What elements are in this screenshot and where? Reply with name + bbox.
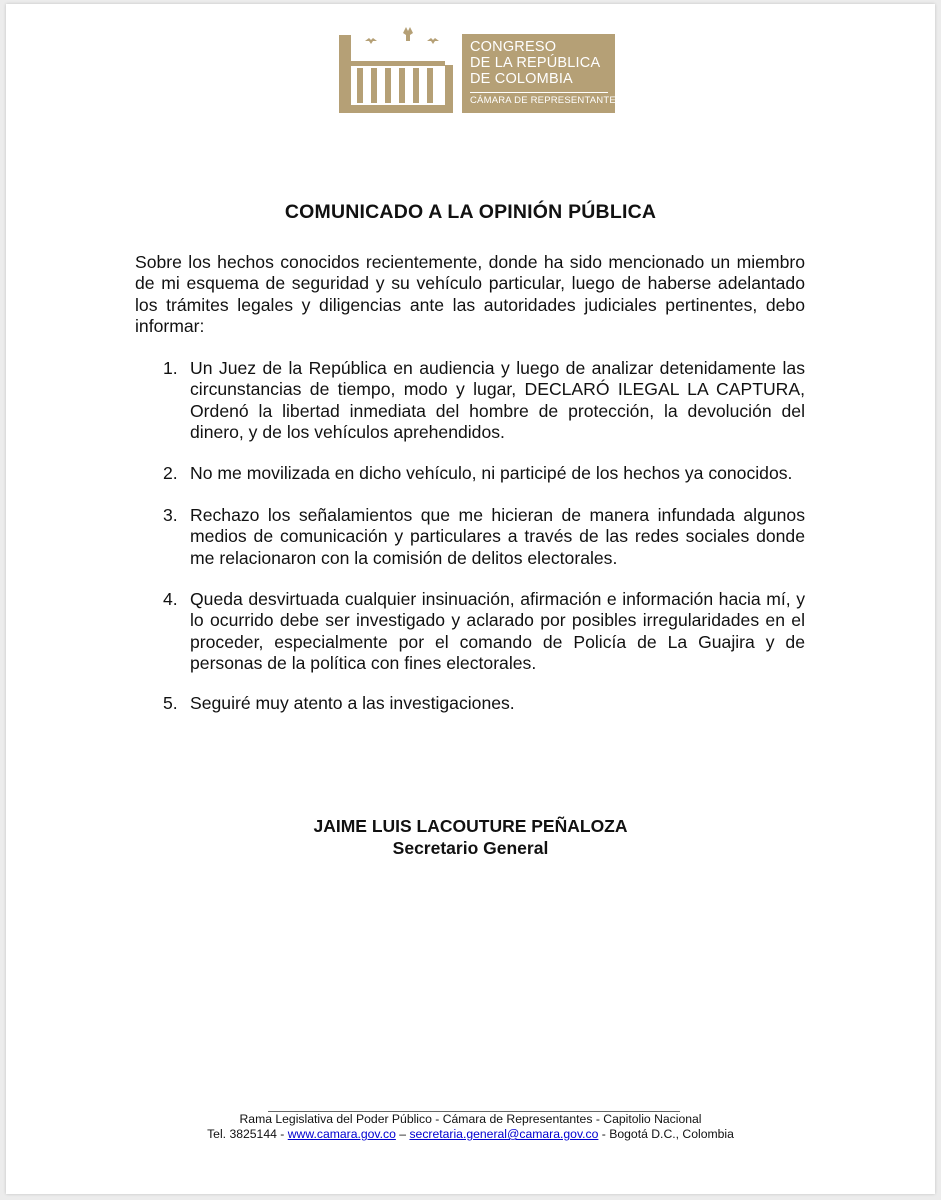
logo-line-colombia: DE COLOMBIA <box>470 71 573 87</box>
footer-city: - Bogotá D.C., Colombia <box>601 1127 734 1141</box>
list-item: No me movilizada en dicho vehículo, ni participé de los hechos ya conocidos. <box>190 463 793 483</box>
document-page <box>6 4 935 1194</box>
item-number: 4. <box>163 589 178 609</box>
intro-paragraph: Sobre los hechos conocidos recientemente, donde ha sido mencionado un miembro de mi esquema de seguridad y su vehículo particular, luego de haberse adelantado los trámites legales y diligencias ante las autoridades judiciales pertinentes, debo informar: <box>135 252 805 336</box>
footer-address: Rama Legislativa del Poder Público - Cámara de Representantes - Capitolio Nacional <box>239 1112 702 1126</box>
logo-text-block <box>462 34 623 113</box>
footer-phone: Tel. 3825144 - <box>207 1127 285 1141</box>
signatory-role: Secretario General <box>392 838 549 858</box>
footer-website-link[interactable]: www.camara.gov.co <box>287 1127 396 1141</box>
list-item: Rechazo los señalamientos que me hicieran de manera infundada algunos medios de comunicación y particulares a través de las redes sociales donde me relacionaron con la comisión de delitos electorales. <box>190 505 805 568</box>
capitol-building-icon <box>333 25 463 115</box>
item-number: 5. <box>163 693 178 713</box>
congress-logo <box>333 25 623 115</box>
logo-line-republica: DE LA REPÚBLICA <box>470 55 601 71</box>
footer-separator: – <box>399 1127 407 1141</box>
page-title: COMUNICADO A LA OPINIÓN PÚBLICA <box>284 201 657 223</box>
list-item: Seguiré muy atento a las investigaciones. <box>190 693 515 713</box>
logo-line-camara: CÁMARA DE REPRESENTANTES <box>470 95 623 106</box>
list-item: Queda desvirtuada cualquier insinuación, afirmación e información hacia mí, y lo ocurrido debe ser investigado y aclarado por posibles irregularidades en el proceder, especialmente por el comando de Policía de La Guajira y de personas de la política con fines electorales. <box>190 589 805 673</box>
logo-divider <box>470 92 608 93</box>
item-number: 3. <box>163 505 178 525</box>
item-number: 1. <box>163 358 178 378</box>
list-item: Un Juez de la República en audiencia y luego de analizar detenidamente las circunstancias de tiempo, modo y lugar, DECLARÓ ILEGAL LA CAPTURA, Ordenó la libertad inmediata del hombre de protección, la devolución del dinero, y de los vehículos aprehendidos. <box>190 358 805 442</box>
signatory-name: JAIME LUIS LACOUTURE PEÑALOZA <box>313 816 628 836</box>
footer-contact <box>6 1127 935 1141</box>
footer-email-link[interactable]: secretaria.general@camara.gov.co <box>409 1127 599 1141</box>
item-number: 2. <box>163 463 178 483</box>
logo-line-congreso: CONGRESO <box>470 39 557 55</box>
